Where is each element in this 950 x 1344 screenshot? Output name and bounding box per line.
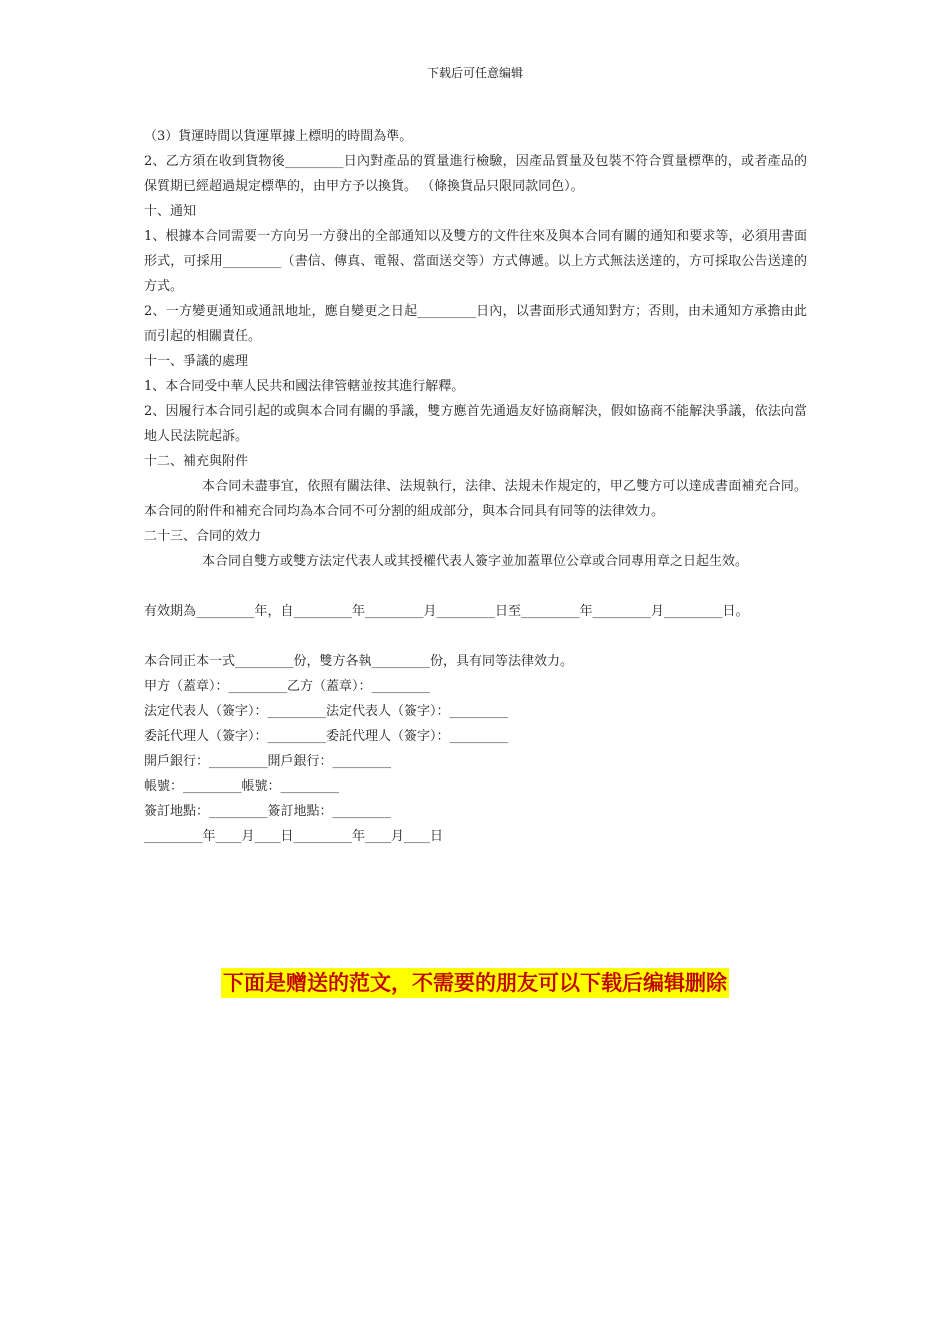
clause-paragraph: 2、因履行本合同引起的或與本合同有關的爭議，雙方應首先通過友好協商解決，假如協商不能解決爭議，依法向當地人民法院起訴。 — [144, 404, 807, 444]
section-heading: 十、通知 — [144, 204, 197, 219]
section-heading: 十一、爭議的處理 — [144, 354, 249, 369]
clause-paragraph: 2、一方變更通知或通訊地址，應自變更之日起_________日內，以書面形式通知對方；否則，由未通知方承擔由此而引起的相關責任。 — [144, 304, 807, 344]
signature-line: 開戶銀行：_________開戶銀行：_________ — [144, 754, 392, 769]
clause-paragraph: 2、乙方須在收到貨物後_________日內對產品的質量進行檢驗，因產品質量及包裝不符合質量標準的，或者產品的保質期已經超過規定標準的，由甲方予以換貨。 （條換貨品只限同款同色）。 — [144, 154, 807, 194]
clause-line: （3）貨運時間以貨運單據上標明的時間為準。 — [144, 129, 413, 144]
signature-line: 簽訂地點：_________簽訂地點：_________ — [144, 804, 392, 819]
clause-line: 本合同自雙方或雙方法定代表人或其授權代表人簽字並加蓋單位公章或合同專用章之日起生效。 — [202, 554, 749, 569]
highlight-banner — [0, 968, 950, 998]
clause-line: 1、本合同受中華人民共和國法律管轄並按其進行解釋。 — [144, 379, 465, 394]
clause-paragraph: 1、根據本合同需要一方向另一方發出的全部通知以及雙方的文件往來及與本合同有關的通知和要求等，必須用書面形式，可採用_________（書信、傳真、電報、當面送交等）方式傳遞。以上方式無法送達的，方可採取公告送達的方式。 — [144, 229, 807, 294]
signature-line: 帳號：_________帳號：_________ — [144, 779, 340, 794]
signature-line: 甲方（蓋章）：_________乙方（蓋章）：_________ — [144, 679, 431, 694]
banner-text: 下面是赠送的范文，不需要的朋友可以下载后编辑删除 — [221, 968, 729, 998]
signature-line: 委託代理人（簽字）：_________委託代理人（簽字）：_________ — [144, 729, 509, 744]
contract-body — [144, 124, 807, 849]
section-heading: 二十三、合同的效力 — [144, 529, 262, 544]
signature-line: 法定代表人（簽字）：_________法定代表人（簽字）：_________ — [144, 704, 509, 719]
copies-line: 本合同正本一式_________份，雙方各執_________份，具有同等法律效力。 — [144, 654, 574, 669]
date-line: _________年____月____日_________年____月____日 — [144, 829, 444, 844]
page-header: 下载后可任意编辑 — [426, 66, 523, 80]
clause-paragraph: 本合同未盡事宜，依照有關法律、法規執行，法律、法規未作規定的，甲乙雙方可以達成書面補充合同。本合同的附件和補充合同均為本合同不可分割的組成部分，與本合同具有同等的法律效力。 — [144, 479, 807, 519]
section-heading: 十二、補充與附件 — [144, 454, 249, 469]
validity-period-line: 有效期為_________年，自_________年_________月_________日至_________年_________月_________日。 — [144, 604, 749, 619]
